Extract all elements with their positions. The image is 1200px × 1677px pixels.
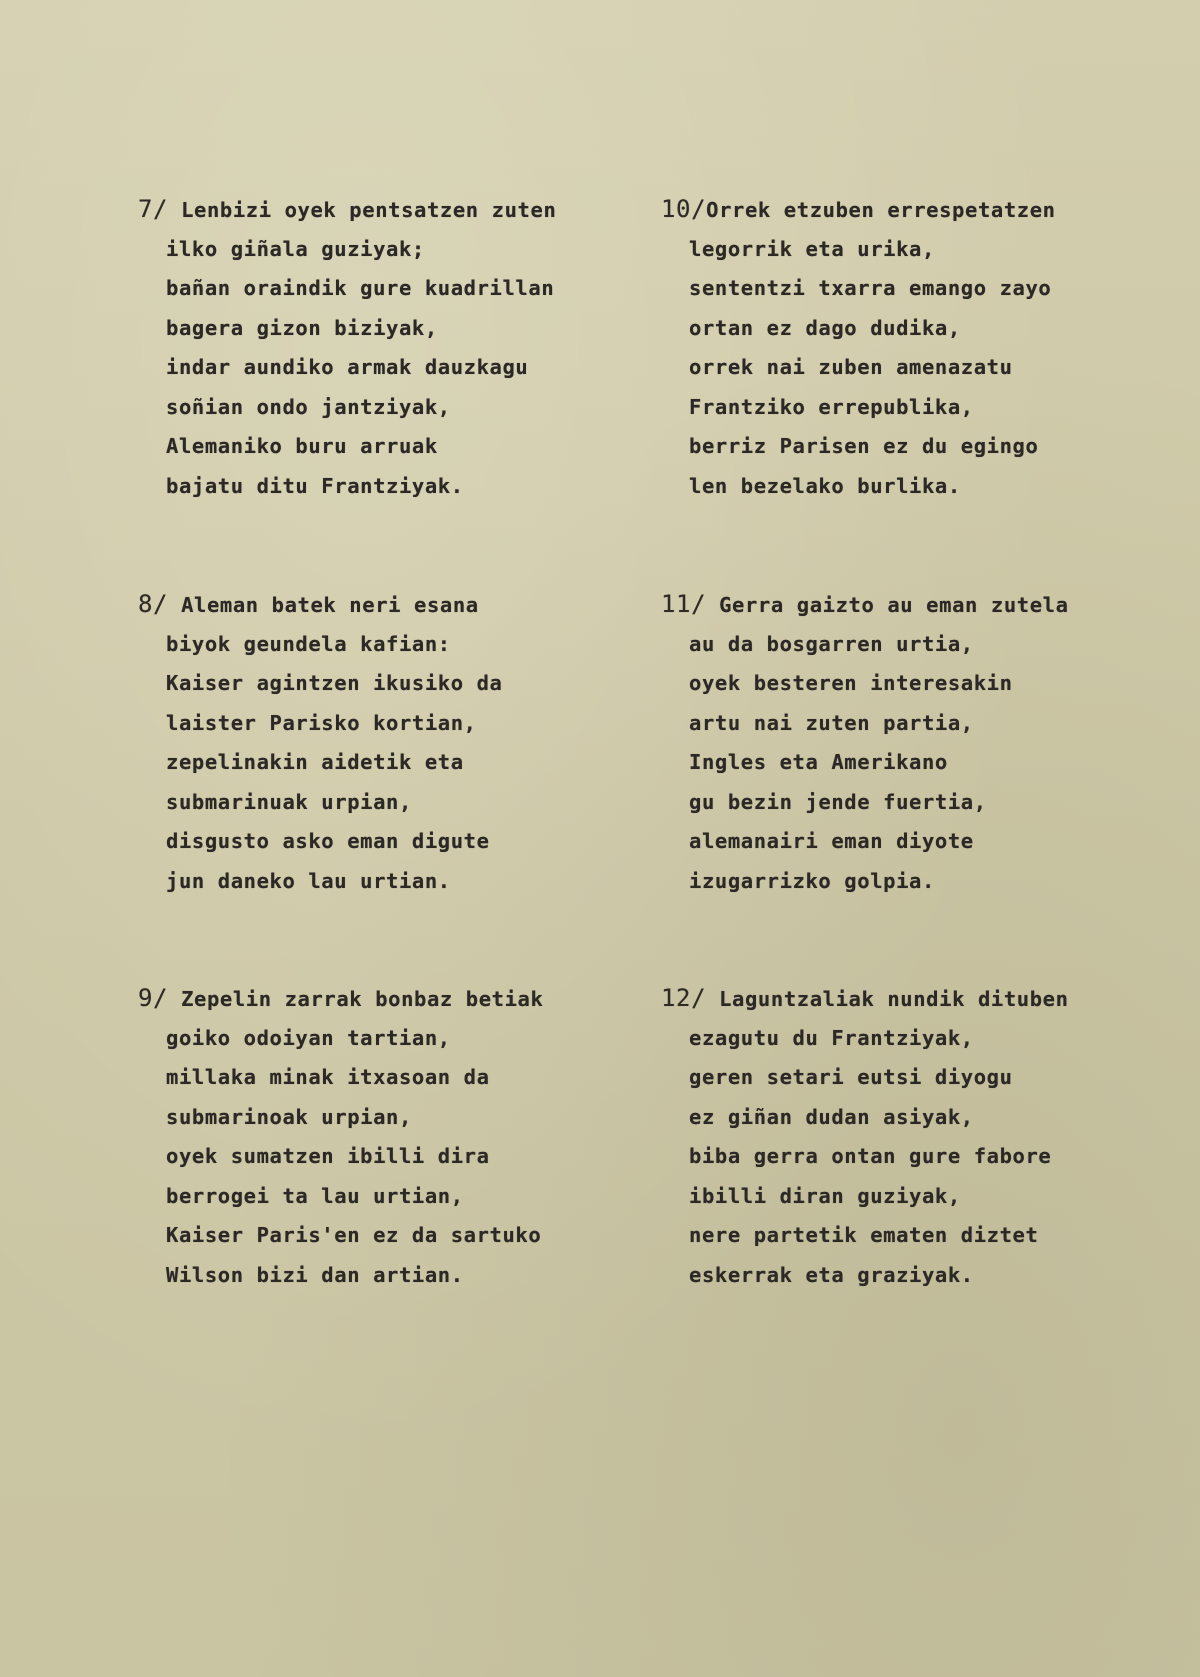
stanza-7 <box>138 190 608 506</box>
stanza-8 <box>138 585 608 901</box>
stanza-number: 8/ <box>138 590 169 618</box>
stanza-line: submarinoak urpian, <box>166 1104 412 1129</box>
stanza-line: disgusto asko eman digute <box>166 829 490 853</box>
stanza-line-text: Aleman batek neri esana <box>181 593 479 617</box>
stanza-10 <box>661 190 1131 506</box>
stanza-line: oyek besteren interesakin <box>689 671 1013 695</box>
stanza-line: legorrik eta urika, <box>689 236 935 261</box>
stanza-line <box>661 979 1131 1019</box>
stanza-line <box>661 585 1131 625</box>
stanza-line: soñian ondo jantziyak, <box>166 394 451 419</box>
stanza-line: oyek sumatzen ibilli dira <box>166 1144 490 1168</box>
stanza-line: bajatu ditu Frantziyak. <box>166 473 464 498</box>
stanza-11 <box>661 585 1131 901</box>
stanza-line: artu nai zuten partia, <box>689 710 974 735</box>
stanza-line: sententzi txarra emango zayo <box>689 276 1052 300</box>
stanza-line: biyok geundela kafian: <box>166 631 451 656</box>
stanza-line: alemanairi eman diyote <box>689 829 974 853</box>
stanza-line-text: Zepelin zarrak bonbaz betiak <box>181 987 544 1011</box>
stanza-line: Wilson bizi dan artian. <box>166 1262 464 1287</box>
stanza-line: Ingles eta Amerikano <box>689 750 948 774</box>
stanza-line: au da bosgarren urtia, <box>689 631 974 656</box>
stanza-line <box>138 585 608 625</box>
stanza-line: laister Parisko kortian, <box>166 710 477 735</box>
stanza-line: biba gerra ontan gure fabore <box>689 1144 1052 1168</box>
stanza-line: orrek nai zuben amenazatu <box>689 355 1013 379</box>
stanza-line: ortan ez dago dudika, <box>689 315 961 340</box>
stanza-line: bagera gizon biziyak, <box>166 315 438 340</box>
stanza-line: bañan oraindik gure kuadrillan <box>166 276 555 300</box>
stanza-12 <box>661 979 1131 1295</box>
stanza-line: gu bezin jende fuertia, <box>689 789 987 814</box>
stanza-line: zepelinakin aidetik eta <box>166 750 464 774</box>
stanza-number: 9/ <box>138 984 169 1012</box>
stanza-line: izugarrizko golpia. <box>689 868 935 893</box>
stanza-line: goiko odoiyan tartian, <box>166 1025 451 1050</box>
stanza-line <box>138 190 608 230</box>
stanza-line: millaka minak itxasoan da <box>166 1065 490 1089</box>
stanza-9 <box>138 979 608 1295</box>
stanza-line: indar aundiko armak dauzkagu <box>166 355 529 379</box>
stanza-line-text: Gerra gaizto au eman zutela <box>719 593 1069 617</box>
stanza-number: 11/ <box>661 590 707 618</box>
stanza-line: Frantziko errepublika, <box>689 394 974 419</box>
stanza-line: eskerrak eta graziyak. <box>689 1262 974 1287</box>
stanza-number: 12/ <box>661 984 707 1012</box>
stanza-number: 10/ <box>661 195 707 223</box>
stanza-line: berrogei ta lau urtian, <box>166 1183 464 1208</box>
stanza-line: nere partetik ematen diztet <box>689 1223 1039 1247</box>
stanza-line-text: Laguntzaliak nundik dituben <box>719 987 1069 1011</box>
stanza-line: ilko giñala guziyak; <box>166 236 425 261</box>
stanza-line: len bezelako burlika. <box>689 473 961 498</box>
stanza-line-text: Orrek etzuben errespetatzen <box>706 198 1056 222</box>
stanza-line-text: Lenbizi oyek pentsatzen zuten <box>181 198 557 222</box>
stanza-line: submarinuak urpian, <box>166 789 412 814</box>
stanza-line: Kaiser agintzen ikusiko da <box>166 671 503 695</box>
stanza-line <box>661 190 1131 230</box>
stanza-line: ezagutu du Frantziyak, <box>689 1025 974 1050</box>
stanza-line <box>138 979 608 1019</box>
stanza-line: ez giñan dudan asiyak, <box>689 1104 974 1129</box>
stanza-line: berriz Parisen ez du egingo <box>689 434 1039 458</box>
stanza-line: Alemaniko buru arruak <box>166 434 438 458</box>
stanza-line: geren setari eutsi diyogu <box>689 1065 1013 1089</box>
stanza-number: 7/ <box>138 195 169 223</box>
stanza-line: Kaiser Paris'en ez da sartuko <box>166 1223 542 1247</box>
stanza-line: jun daneko lau urtian. <box>166 868 451 893</box>
stanza-line: ibilli diran guziyak, <box>689 1183 961 1208</box>
